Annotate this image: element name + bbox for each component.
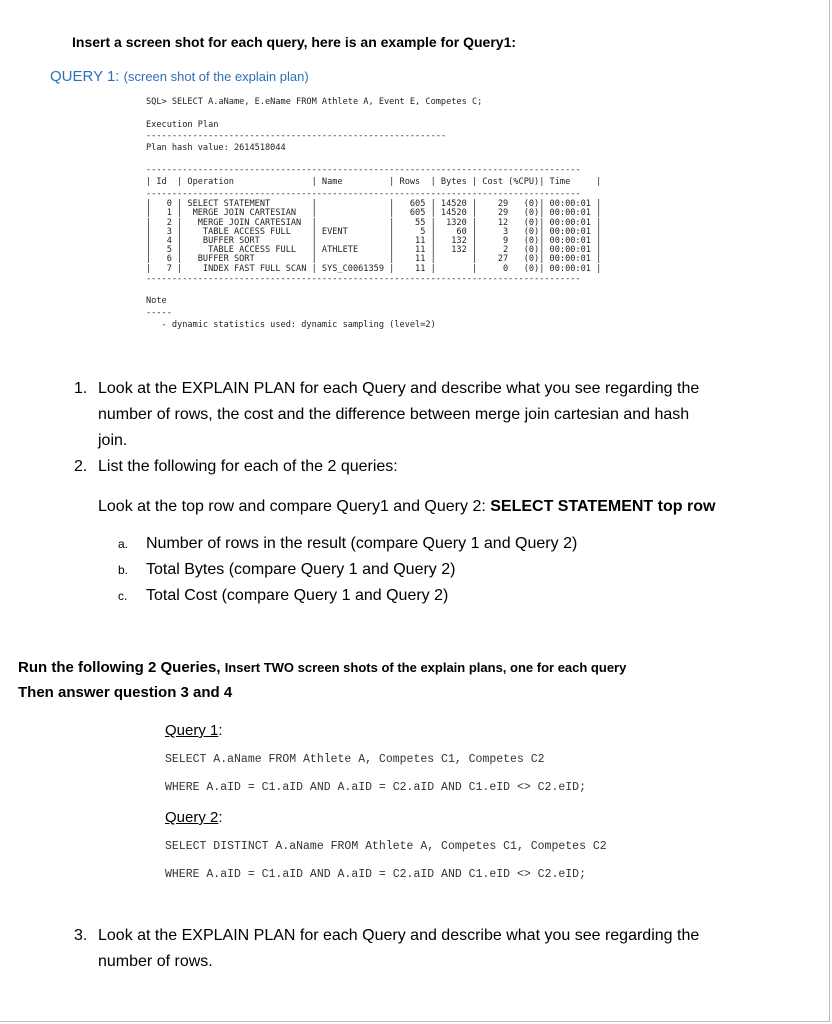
sub-item-letter: a. (118, 537, 129, 551)
query1-heading (50, 68, 309, 85)
plan-note-title: Note (146, 296, 167, 307)
question-2 (74, 454, 398, 480)
sub-item-b (118, 561, 455, 579)
question-2-text: List the following for each of the 2 queries: (98, 458, 398, 475)
question-3-text: Look at the EXPLAIN PLAN for each Query and describe what you see regarding the (98, 927, 700, 944)
question-1-text: Look at the EXPLAIN PLAN for each Query and describe what you see regarding the (98, 380, 700, 397)
plan-row: | 6 | BUFFER SORT | | 11 | | 27 (0)| 00:00:01 | (146, 254, 602, 265)
question-1-number: 1. (74, 380, 88, 397)
sub-item-text: Number of rows in the result (compare Query 1 and Query 2) (146, 535, 578, 552)
sub-item-letter: c. (118, 589, 128, 603)
plan-table-header: | Id | Operation | Name | Rows | Bytes | Cost (%CPU)| Time | (146, 176, 602, 187)
sub-item-a (118, 535, 577, 553)
explain-plan-screenshot (146, 97, 601, 331)
plan-row: | 7 | INDEX FAST FULL SCAN | SYS_C0061359 | 11 | | 0 (0)| 00:00:01 | (146, 263, 602, 274)
plan-row: | 3 | TABLE ACCESS FULL | EVENT | 5 | 60 | 3 (0)| 00:00:01 | (146, 226, 602, 237)
question-1-text: number of rows, the cost and the difference between merge join cartesian and hash (98, 406, 690, 423)
sub-item-letter: b. (118, 563, 129, 577)
plan-table-sep: ------------------------------------------------------------------------------------ (146, 273, 581, 284)
plan-sql: SQL> SELECT A.aName, E.eName FROM Athlete A, Event E, Competes C; (146, 97, 483, 107)
query-2-label-text: Query 2 (165, 809, 219, 826)
question-1 (74, 376, 699, 454)
query-2-colon: : (218, 809, 223, 826)
query-1-colon: : (218, 722, 223, 739)
question-1-text: join. (98, 432, 128, 449)
query-1-label-text: Query 1 (165, 722, 219, 739)
plan-dash-line: ---------------------------------------------------------- (146, 131, 447, 142)
query-1-label (165, 722, 223, 739)
plan-row: | 0 | SELECT STATEMENT | | 605 | 14520 | 29 (0)| 00:00:01 | (146, 199, 602, 210)
run-instruction-lead: Run the following 2 Queries, (18, 659, 225, 676)
plan-row: | 2 | MERGE JOIN CARTESIAN | | 55 | 1320 | 12 (0)| 00:00:01 | (146, 217, 602, 228)
query-1-sql-line-2: WHERE A.aID = C1.aID AND A.aID = C2.aID AND C1.eID <> C2.eID; (165, 781, 586, 794)
compare-bold: SELECT STATEMENT top row (490, 498, 716, 515)
plan-note-text: - dynamic statistics used: dynamic sampling (level=2) (146, 319, 436, 330)
query1-label: QUERY 1: (50, 68, 120, 85)
plan-exec-title: Execution Plan (146, 119, 219, 130)
sub-item-text: Total Bytes (compare Query 1 and Query 2) (146, 561, 456, 578)
question-3-number: 3. (74, 927, 88, 944)
plan-row: | 5 | TABLE ACCESS FULL | ATHLETE | 11 | 132 | 2 (0)| 00:00:01 | (146, 245, 602, 256)
instruction-heading: Insert a screen shot for each query, here is an example for Query1: (72, 34, 517, 50)
run-instruction-detail: Insert TWO screen shots of the explain plans, one for each query (224, 660, 627, 675)
query-2-sql-line-1: SELECT DISTINCT A.aName FROM Athlete A, Competes C1, Competes C2 (165, 840, 607, 853)
compare-text: Look at the top row and compare Query1 and Query 2: (98, 498, 491, 515)
query-2-label (165, 809, 223, 826)
plan-note-dash: ----- (146, 307, 172, 318)
sub-item-c (118, 587, 448, 605)
query1-note: (screen shot of the explain plan) (123, 69, 309, 84)
query-2-sql-line-2: WHERE A.aID = C1.aID AND A.aID = C2.aID AND C1.eID <> C2.eID; (165, 868, 586, 881)
compare-instruction (98, 498, 715, 516)
plan-table-sep: ------------------------------------------------------------------------------------ (146, 188, 581, 199)
question-2-number: 2. (74, 458, 88, 475)
question-3-text: number of rows. (98, 953, 213, 970)
run-instruction (18, 659, 626, 676)
plan-row: | 1 | MERGE JOIN CARTESIAN | | 605 | 14520 | 29 (0)| 00:00:01 | (146, 208, 602, 219)
plan-table-sep: ------------------------------------------------------------------------------------ (146, 165, 581, 176)
plan-hash-value: Plan hash value: 2614518044 (146, 142, 286, 153)
run-instruction-line2: Then answer question 3 and 4 (18, 684, 233, 701)
query-1-sql-line-1: SELECT A.aName FROM Athlete A, Competes C1, Competes C2 (165, 753, 545, 766)
plan-row: | 4 | BUFFER SORT | | 11 | 132 | 9 (0)| 00:00:01 | (146, 235, 602, 246)
question-3 (74, 923, 699, 975)
sub-item-text: Total Cost (compare Query 1 and Query 2) (146, 587, 449, 604)
